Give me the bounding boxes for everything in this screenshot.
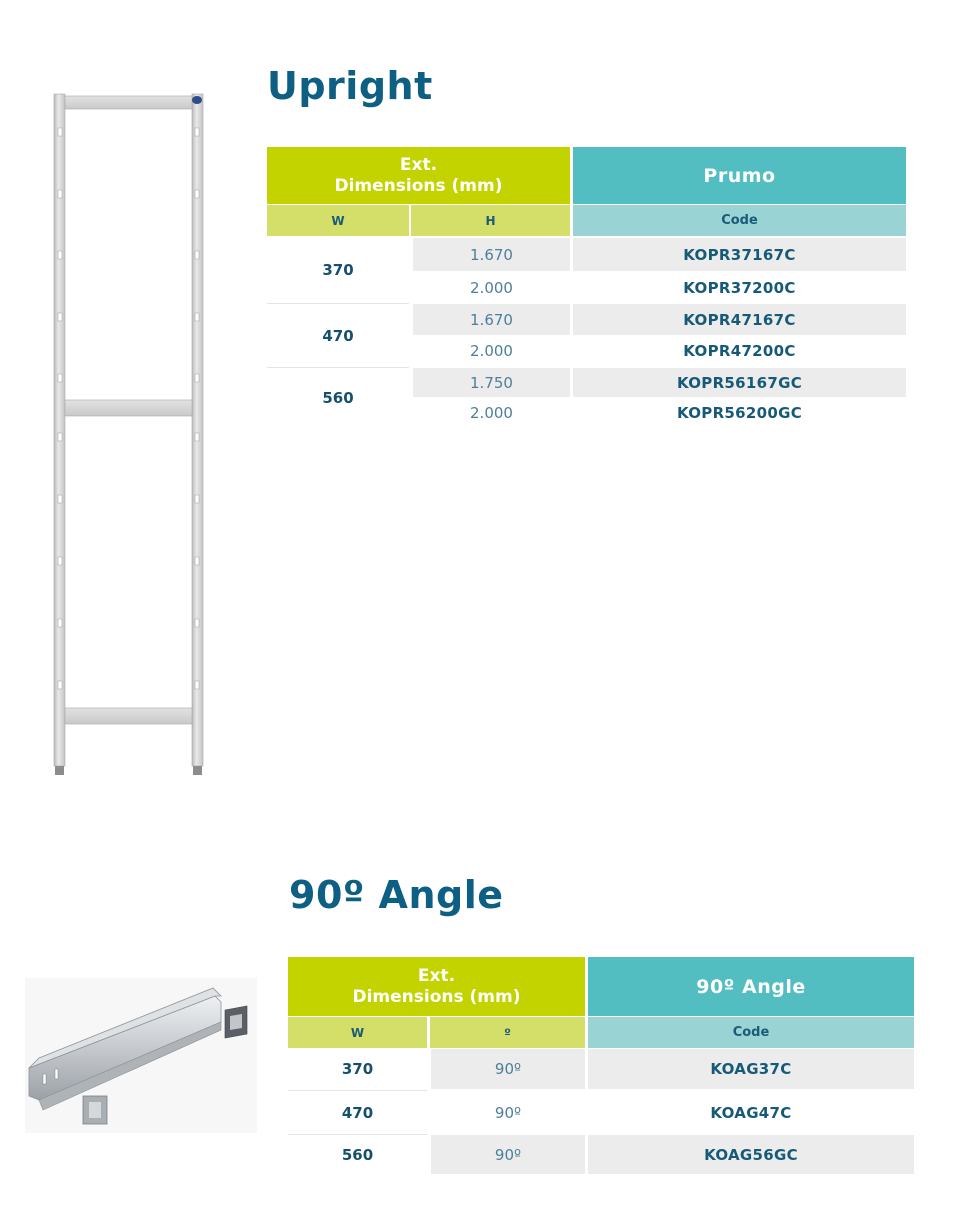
- upright-title: Upright: [267, 64, 433, 108]
- angle-col-w: W: [288, 1017, 427, 1048]
- angle-w-cell: 470: [341, 1103, 374, 1122]
- upright-code-cell: KOPR37167C: [573, 238, 906, 271]
- upright-code-cell: KOPR37200C: [683, 278, 796, 297]
- upright-code-cell: KOPR56167GC: [573, 368, 906, 397]
- upright-col-code: Code: [573, 205, 906, 236]
- upright-h-cell: 2.000: [470, 278, 513, 297]
- header-ext-line1: Ext.: [417, 965, 456, 986]
- upright-header-product: Prumo: [573, 147, 906, 204]
- upright-code-cell: KOPR47200C: [683, 342, 796, 360]
- angle-code-cell: KOAG56GC: [588, 1135, 914, 1174]
- angle-col-code: Code: [588, 1017, 914, 1048]
- angle-w-cell: 370: [341, 1060, 374, 1078]
- angle-deg-cell: 90º: [431, 1049, 585, 1089]
- upright-h-cell: 1.750: [413, 368, 570, 397]
- angle-header-product: 90º Angle: [588, 957, 914, 1016]
- upright-header-ext-dimensions: [267, 147, 570, 204]
- angle-deg-cell: 90º: [494, 1103, 522, 1122]
- angle-w-cell: 560: [341, 1145, 374, 1164]
- upright-w-560: 560: [322, 389, 354, 407]
- upright-col-h: H: [411, 205, 570, 236]
- upright-code-cell: KOPR56200GC: [676, 404, 803, 422]
- upright-code-cell: KOPR47167C: [573, 304, 906, 335]
- angle-code-cell: KOAG47C: [710, 1103, 792, 1122]
- upright-h-cell: 1.670: [413, 238, 570, 271]
- header-ext-line2: Dimensions (mm): [334, 175, 503, 196]
- upright-w-370: 370: [322, 261, 354, 279]
- angle-header-ext-dimensions: [288, 957, 585, 1016]
- angle-code-cell: KOAG37C: [588, 1049, 914, 1089]
- angle-profile-image: [25, 978, 257, 1133]
- upright-h-cell: 2.000: [470, 342, 513, 360]
- angle-title: 90º Angle: [289, 873, 504, 917]
- upright-w-470: 470: [322, 326, 354, 345]
- upright-h-cell: 2.000: [470, 404, 513, 422]
- header-ext-line2: Dimensions (mm): [352, 986, 521, 1007]
- upright-col-w: W: [267, 205, 409, 236]
- upright-h-cell: 1.670: [413, 304, 570, 335]
- angle-deg-cell: 90º: [431, 1135, 585, 1174]
- angle-col-deg: º: [430, 1017, 585, 1048]
- upright-frame-image: [45, 88, 210, 780]
- header-ext-line1: Ext.: [399, 154, 438, 175]
